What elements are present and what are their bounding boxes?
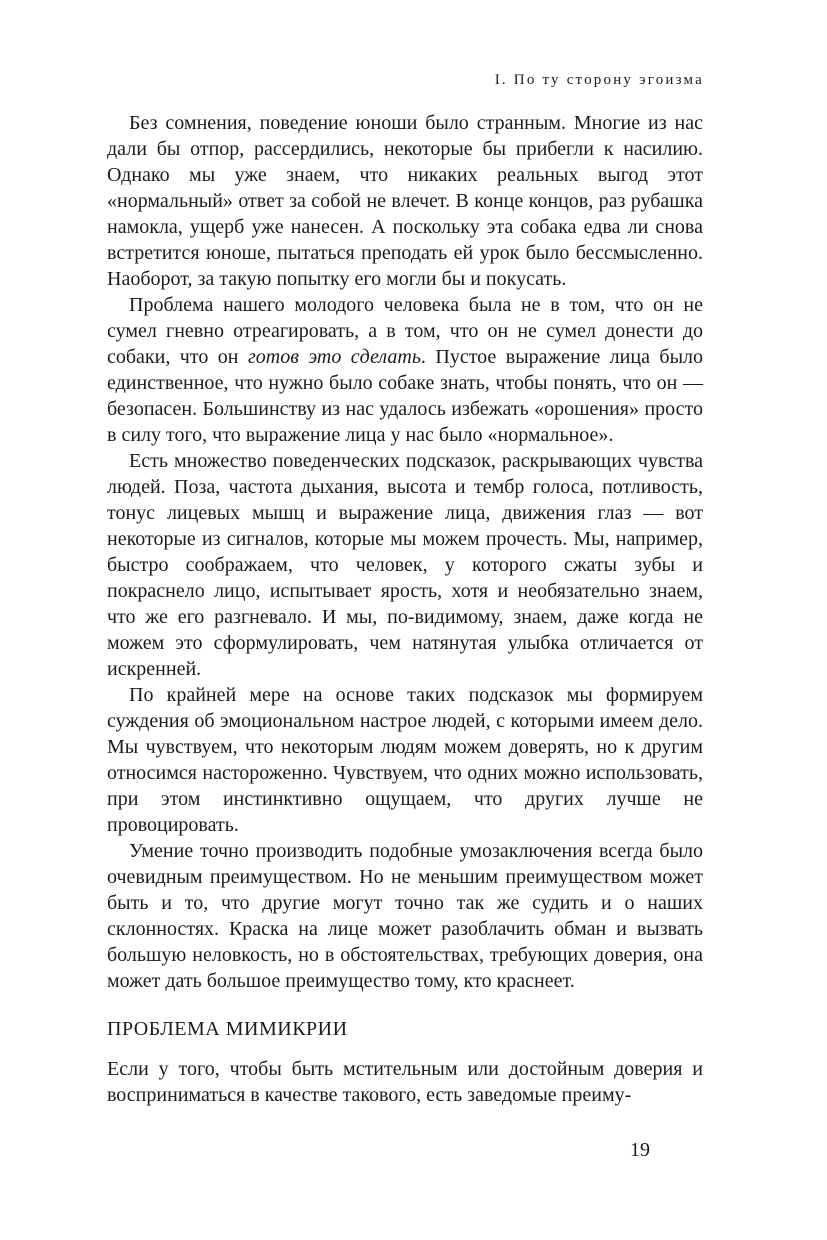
- paragraph-2-end: . Пустое выражение лица было единственное, что нужно было собаке знать, чтобы понять, что он — безопасен. Большинству из нас удалось избежать «орошения» просто в силу того, что выражение лица у нас было «нормальное».: [107, 346, 703, 446]
- page-number: 19: [630, 1139, 650, 1161]
- body-text: [107, 110, 703, 994]
- section-body: [107, 1056, 703, 1108]
- section-heading: ПРОБЛЕМА МИМИКРИИ: [107, 1018, 348, 1040]
- paragraph-5: Умение точно производить подобные умозаключения всегда было очевидным преимуществом. Но не меньшим преимуществом может быть и то, что другие могут точно так же судить и о наших склонностях. Краска на лице может разоблачить обман и вызвать большую неловкость, но в обстоятельствах, требующих доверия, она может дать большое преимущество тому, кто краснеет.: [107, 840, 703, 992]
- running-head: I. По ту сторону эгоизма: [494, 72, 704, 88]
- paragraph-2: [107, 292, 703, 448]
- paragraph-3: Есть множество поведенческих подсказок, раскрывающих чувства людей. Поза, частота дыхания, высота и тембр голоса, потливость, тонус лицевых мышц и выражение лица, движения глаз — вот некоторые из сигналов, которые мы можем прочесть. Мы, например, быстро соображаем, что человек, у которого сжаты зубы и покраснело лицо, испытывает ярость, хотя и необязательно знаем, что же его разгневало. И мы, по-видимому, знаем, даже когда не можем это сформулировать, чем натянутая улыбка отличается от искренней.: [107, 450, 703, 680]
- section-paragraph: Если у того, чтобы быть мстительным или достойным доверия и восприниматься в качестве такового, есть заведомые преиму-: [107, 1058, 703, 1106]
- paragraph-2-emphasis: готов это сделать: [247, 346, 421, 368]
- paragraph-4: По крайней мере на основе таких подсказок мы формируем суждения об эмоциональном настрое людей, с которыми имеем дело. Мы чувствуем, что некоторым людям можем доверять, но к другим относимся настороженно. Чувствуем, что одних можно использовать, при этом инстинктивно ощущаем, что других лучше не провоцировать.: [107, 684, 703, 836]
- paragraph-2-start: Проблема нашего молодого человека была не в том, что он не сумел гневно отреагировать, а в том, что он не сумел донести до собаки, что он: [107, 294, 703, 368]
- paragraph-1: Без сомнения, поведение юноши было странным. Многие из нас дали бы отпор, рассердились, некоторые бы прибегли к насилию. Однако мы уже знаем, что никаких реальных выгод этот «нормальный» ответ за собой не влечет. В конце концов, раз рубашка намокла, ущерб уже нанесен. А поскольку эта собака едва ли снова встретится юноше, пытаться преподать ей урок было бессмысленно. Наоборот, за такую попытку его могли бы и покусать.: [107, 112, 703, 290]
